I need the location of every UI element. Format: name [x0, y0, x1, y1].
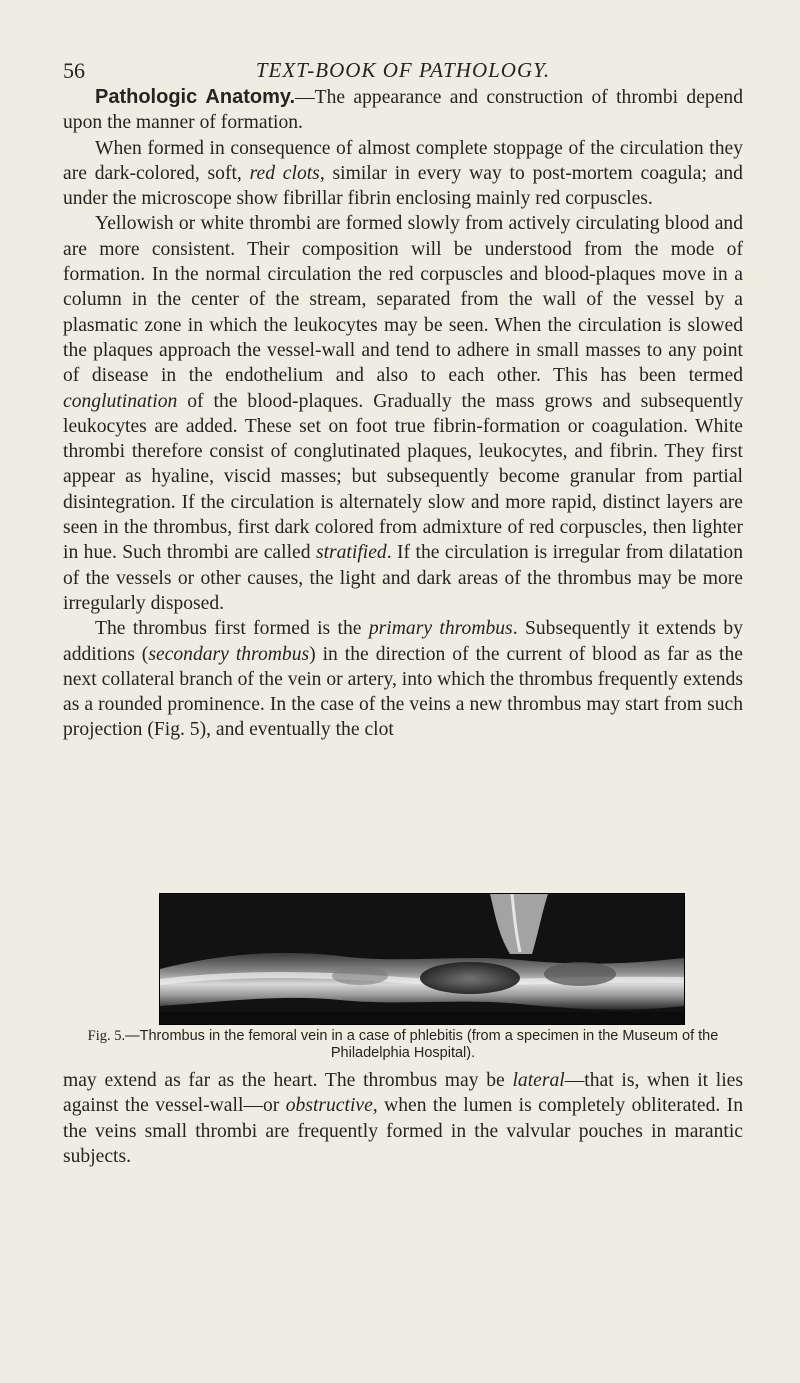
paragraph-text: of the blood-plaques. Gradually the mass grows and subsequently leukocytes are added. These set on foot true fibrin-formation or coagulation. White thrombi therefore consist of conglutinated plaques, leukocytes, and fibrin. They first appear as hyaline, viscid masses; but subsequently become granular from partial disintegration. If the circulation is alternately slow and more rapid, distinct layers are seen in the thrombus, first dark colored from admixture of red corpuscles, then lighter in hue. Such thrombi are called [63, 390, 743, 564]
paragraph-text: —that is, when it lies against the vessel-wall—or [63, 1070, 743, 1117]
paragraph-text: When formed in consequence of almost complete stoppage of the circulation they are dark-colored, soft, [63, 137, 743, 184]
paragraph-text: , when the lumen is completely obliterated. In the veins small thrombi are frequently formed in the valvular pouches in marantic subjects. [63, 1095, 743, 1167]
paragraph-text: —The appearance and construction of thrombi depend upon the manner of formation. [63, 87, 743, 134]
section-heading: Pathologic Anatomy. [95, 86, 296, 108]
paragraph-text: ) in the direction of the current of blood as far as the next collateral branch of the vein or artery, into which the thrombus frequently extends as a rounded prominence. In the case of the veins a new thrombus may start from such projection (Fig. 5), and eventually the clot [63, 643, 743, 741]
thrombus-specimen-image [160, 894, 684, 1024]
paragraph-white-thrombi [63, 211, 743, 616]
paragraph-text: . Subsequently it extends by additions ( [63, 618, 743, 665]
emphasis-term: obstructive [285, 1095, 373, 1117]
figure-label: Fig. 5. [87, 1028, 126, 1044]
figure-caption [63, 1028, 743, 1062]
paragraph-text: , similar in every way to post-mortem coagula; and under the microscope show fibrillar fibrin enclosing mainly red corpuscles. [63, 162, 743, 210]
emphasis-term: primary thrombus [368, 618, 513, 640]
paragraph-text: may extend as far as the heart. The thrombus may be [63, 1070, 513, 1091]
figure-thrombus-photo [159, 893, 685, 1025]
body-text-bottom [63, 1068, 743, 1169]
paragraph-lateral-obstructive [63, 1068, 743, 1169]
emphasis-term: conglutination [63, 390, 178, 412]
page-number: 56 [63, 58, 85, 83]
paragraph-text: Yellowish or white thrombi are formed slowly from actively circulating blood and are more consistent. Their composition will be understood from the mode of formation. In the normal circulation the red corpuscles and blood-plaques move in a column in the center of the stream, separated from the wall of the vessel by a plasmatic zone in which the leukocytes may be seen. When the circulation is slowed the plaques approach the vessel-wall and tend to adhere in small masses to any point of disease in the endothelium and also to each other. This has been termed [63, 213, 743, 387]
emphasis-term: secondary thrombus [148, 643, 310, 665]
paragraph-pathologic-anatomy [63, 85, 743, 136]
paragraph-text: . If the circulation is irregular from dilatation of the vessels or other causes, the light and dark areas of the thrombus may be more irregularly disposed. [63, 542, 743, 614]
emphasis-term: stratified [315, 542, 387, 564]
paragraph-text: The thrombus first formed is the [95, 618, 369, 640]
paragraph-primary-thrombus [63, 616, 743, 742]
emphasis-term: lateral [512, 1070, 565, 1091]
page-header [63, 58, 743, 88]
body-text-top [63, 85, 743, 743]
running-title: TEXT-BOOK OF PATHOLOGY. [255, 58, 551, 82]
paragraph-red-clots [63, 136, 743, 212]
caption-text: —Thrombus in the femoral vein in a case of phlebitis (from a specimen in the Museum of the Philadelphia Hospital). [125, 1028, 719, 1061]
emphasis-term: red clots [249, 162, 320, 184]
